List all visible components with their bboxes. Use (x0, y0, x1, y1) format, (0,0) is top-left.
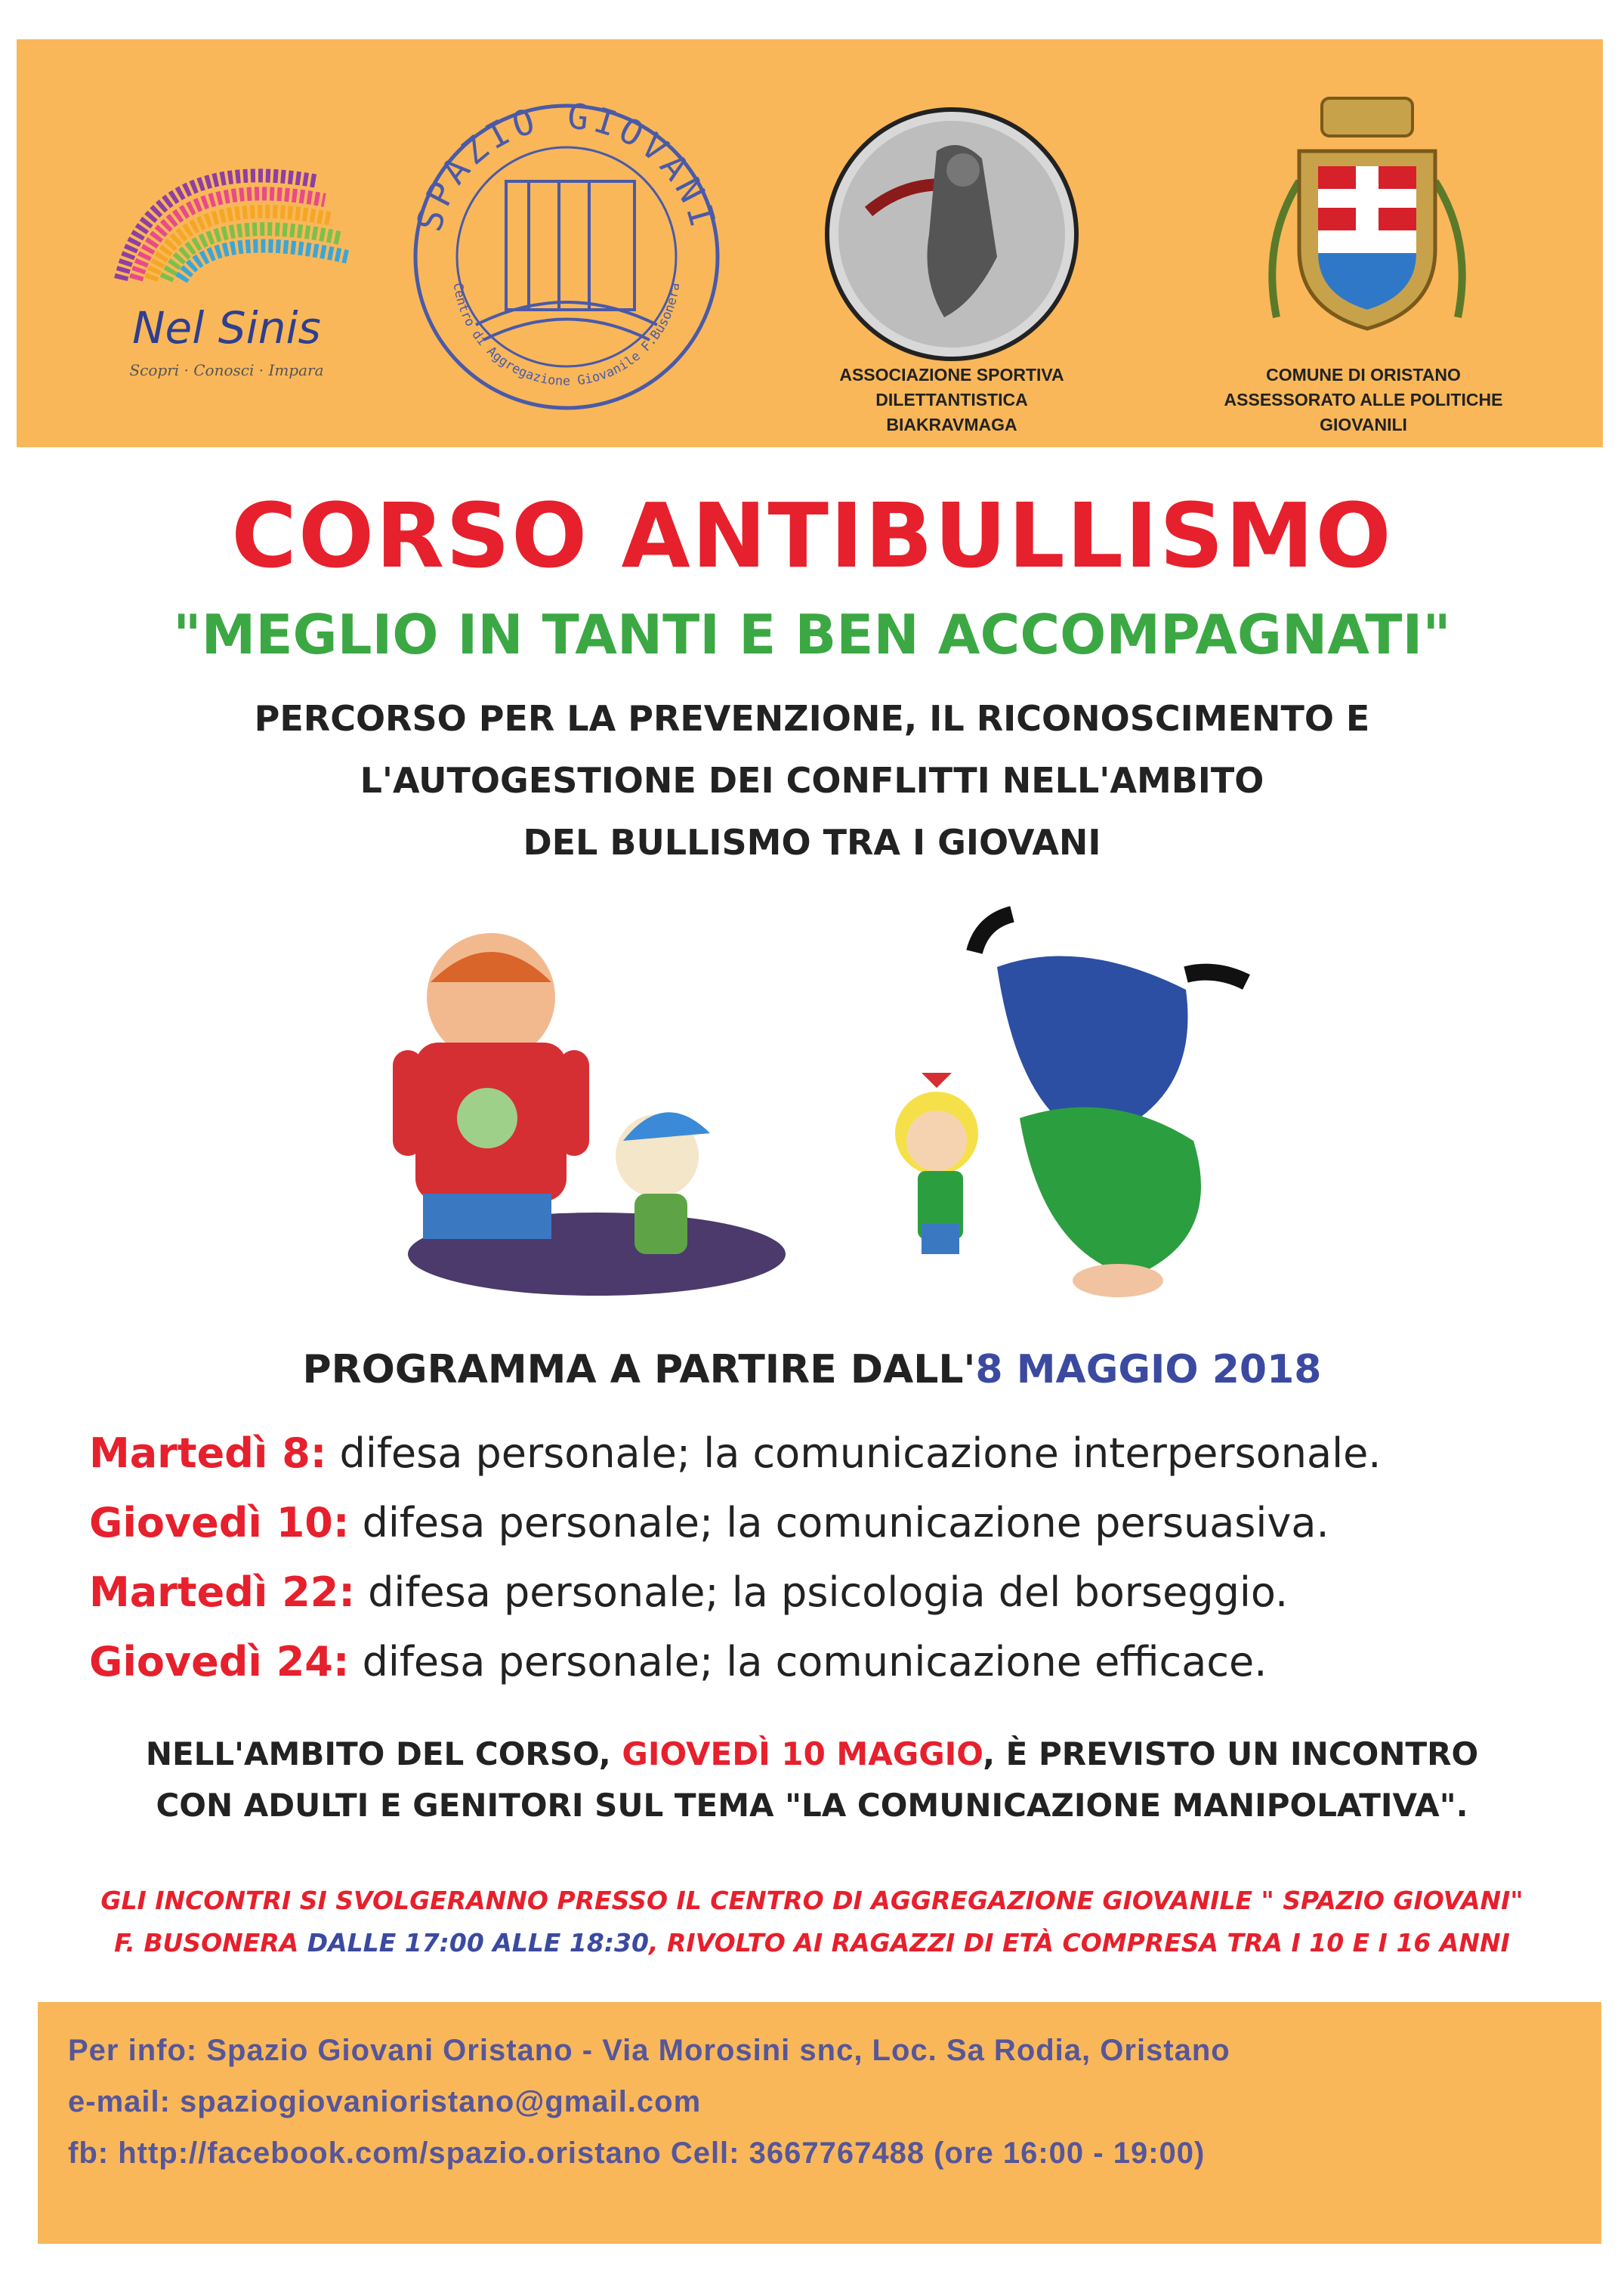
asd-biakravmaga-logo (823, 106, 1080, 363)
note-text: , È PREVISTO UN INCONTRO (983, 1735, 1479, 1772)
description-line: DEL BULLISMO TRA I GIOVANI (523, 822, 1101, 863)
schedule-day: Giovedì 24: (89, 1638, 350, 1685)
program-schedule (89, 1419, 1381, 1697)
note-text: NELL'AMBITO DEL CORSO, (145, 1735, 622, 1772)
schedule-topic: difesa personale; la comunicazione persuasiva. (349, 1499, 1329, 1546)
spazio-giovani-ring-bottom: Centro di Aggregazione Giovanile F.Busonera (449, 282, 684, 389)
schedule-day: Martedì 8: (89, 1429, 327, 1477)
description-line: PERCORSO PER LA PREVENZIONE, IL RICONOSCIMENTO E (254, 698, 1370, 739)
nel-sinis-name: Nel Sinis (132, 302, 321, 354)
spazio-giovani-logo (408, 98, 725, 416)
note-line: CON ADULTI E GENITORI SUL TEMA "LA COMUNICAZIONE MANIPOLATIVA". (156, 1787, 1468, 1824)
comune-caption-line: ASSESSORATO ALLE POLITICHE (1224, 390, 1503, 409)
program-start-date: 8 MAGGIO 2018 (975, 1347, 1322, 1392)
comune-oristano-crest (1254, 91, 1480, 340)
venue-text: F. BUSONERA (114, 1928, 307, 1957)
parents-meeting-note (0, 1729, 1624, 1831)
girl-lifting-bully-illustration (869, 891, 1292, 1315)
asd-caption (801, 363, 1103, 437)
schedule-topic: difesa personale; la psicologia del borseggio. (354, 1568, 1289, 1616)
spazio-giovani-ring-top: SPAZIO GIOVANI (408, 98, 725, 236)
venue-line: GLI INCONTRI SI SVOLGERANNO PRESSO IL CENTRO DI AGGREGAZIONE GIOVANILE " SPAZIO GIOVANI" (100, 1886, 1524, 1915)
asd-caption-line: DILETTANTISTICA (875, 390, 1028, 409)
venue-time: DALLE 17:00 ALLE 18:30 (307, 1928, 649, 1957)
nel-sinis-tagline: Scopri · Conosci · Impara (129, 361, 324, 379)
venue-info (0, 1880, 1624, 1964)
contact-info (68, 2025, 1230, 2179)
venue-line (0, 1922, 1624, 1964)
note-line (0, 1729, 1624, 1780)
program-intro: PROGRAMMA A PARTIRE DALL' (302, 1347, 976, 1392)
asd-caption-line: BIAKRAVMAGA (886, 415, 1017, 434)
venue-text: , RIVOLTO AI RAGAZZI DI ETÀ COMPRESA TRA I 10 E I 16 ANNI (648, 1928, 1510, 1957)
comune-caption-line: GIOVANILI (1320, 415, 1407, 434)
schedule-row (89, 1558, 1381, 1627)
schedule-day: Martedì 22: (89, 1568, 355, 1616)
comune-caption-line: COMUNE DI ORISTANO (1266, 365, 1461, 385)
schedule-topic: difesa personale; la comunicazione efficace. (349, 1638, 1267, 1685)
note-highlight-date: GIOVEDÌ 10 MAGGIO (622, 1735, 983, 1772)
schedule-day: Giovedì 10: (89, 1499, 350, 1546)
page-subtitle: "MEGLIO IN TANTI E BEN ACCOMPAGNATI" (173, 603, 1451, 666)
nel-sinis-rainbow-logo (91, 128, 363, 287)
contact-email[interactable]: e-mail: spaziogiovanioristano@gmail.com (68, 2085, 702, 2118)
schedule-topic: difesa personale; la comunicazione interpersonale. (326, 1429, 1382, 1477)
program-heading (0, 1347, 1624, 1392)
schedule-row (89, 1488, 1381, 1558)
comune-caption (1186, 363, 1541, 437)
description (0, 687, 1624, 873)
page-title: CORSO ANTIBULLISMO (231, 484, 1393, 588)
contact-facebook[interactable]: fb: http://facebook.com/spazio.oristano Cell: 3667767488 (ore 16:00 - 19:00) (68, 2137, 1206, 2170)
bully-cartoon-illustration (325, 929, 793, 1307)
description-line: L'AUTOGESTIONE DEI CONFLITTI NELL'AMBITO (360, 760, 1264, 801)
asd-caption-line: ASSOCIAZIONE SPORTIVA (839, 365, 1064, 385)
schedule-row (89, 1419, 1381, 1488)
contact-address: Per info: Spazio Giovani Oristano - Via Morosini snc, Loc. Sa Rodia, Oristano (68, 2034, 1230, 2067)
schedule-row (89, 1627, 1381, 1697)
